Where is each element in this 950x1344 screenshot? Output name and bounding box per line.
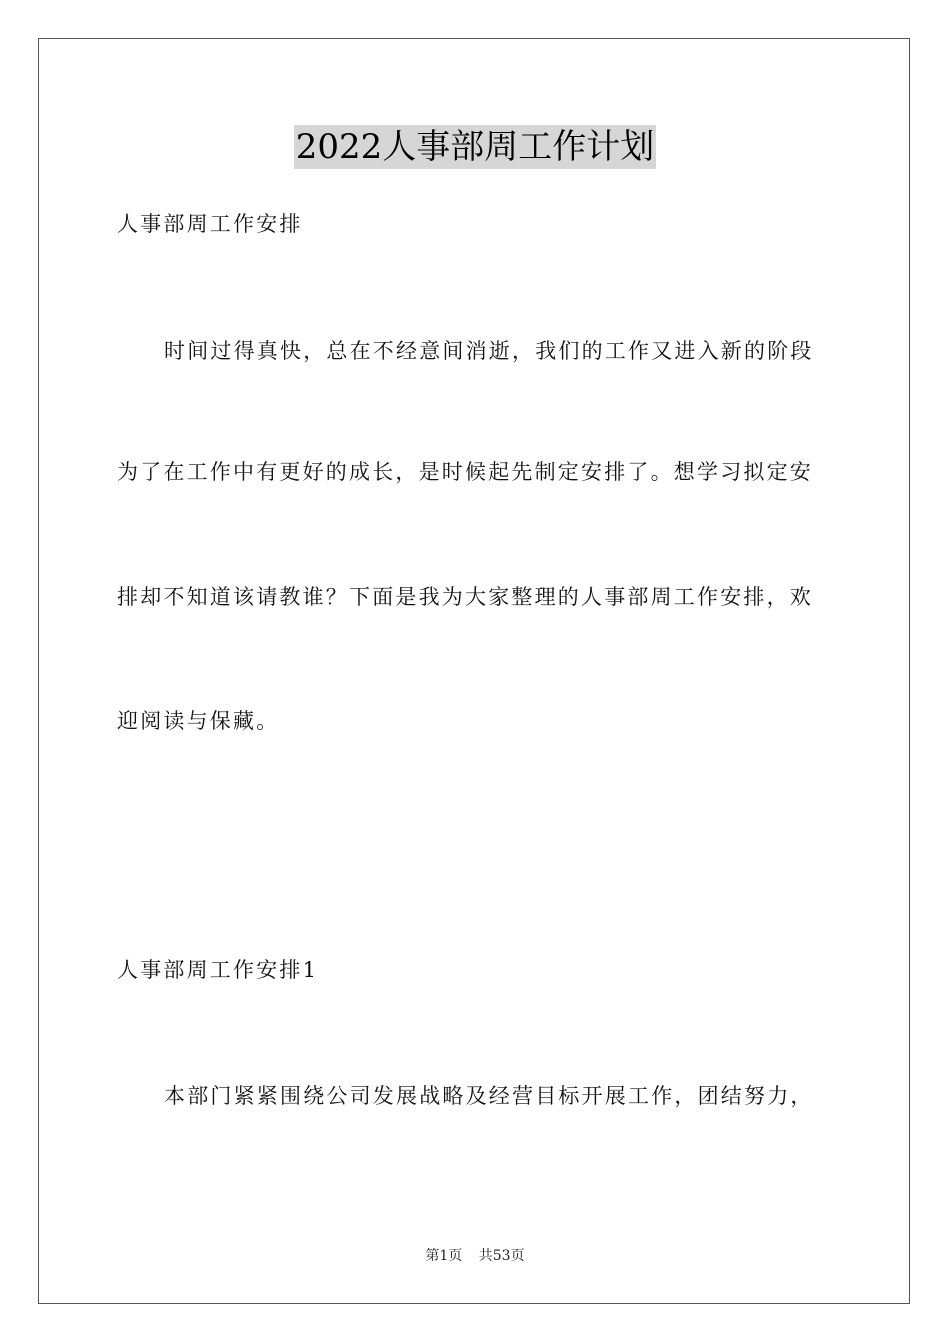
section-heading: 人事部周工作安排 — [117, 212, 303, 236]
paragraph-line: 时间过得真快，总在不经意间消逝，我们的工作又进入新的阶段 — [164, 339, 814, 363]
section-heading: 人事部周工作安排1 — [117, 958, 319, 982]
paragraph-line: 排却不知道该请教谁？下面是我为大家整理的人事部周工作安排，欢 — [117, 585, 813, 609]
paragraph-line: 迎阅读与保藏。 — [117, 709, 280, 733]
title-container — [0, 125, 950, 169]
paragraph-line: 本部门紧紧围绕公司发展战略及经营目标开展工作，团结努力， — [164, 1084, 814, 1108]
paragraph-line: 为了在工作中有更好的成长，是时候起先制定安排了。想学习拟定安 — [117, 460, 813, 484]
document-title: 2022人事部周工作计划 — [295, 127, 655, 167]
page-number-total: 共53页 — [478, 1248, 525, 1264]
page-number-current: 第1页 — [425, 1248, 463, 1264]
page-footer — [0, 1247, 950, 1265]
